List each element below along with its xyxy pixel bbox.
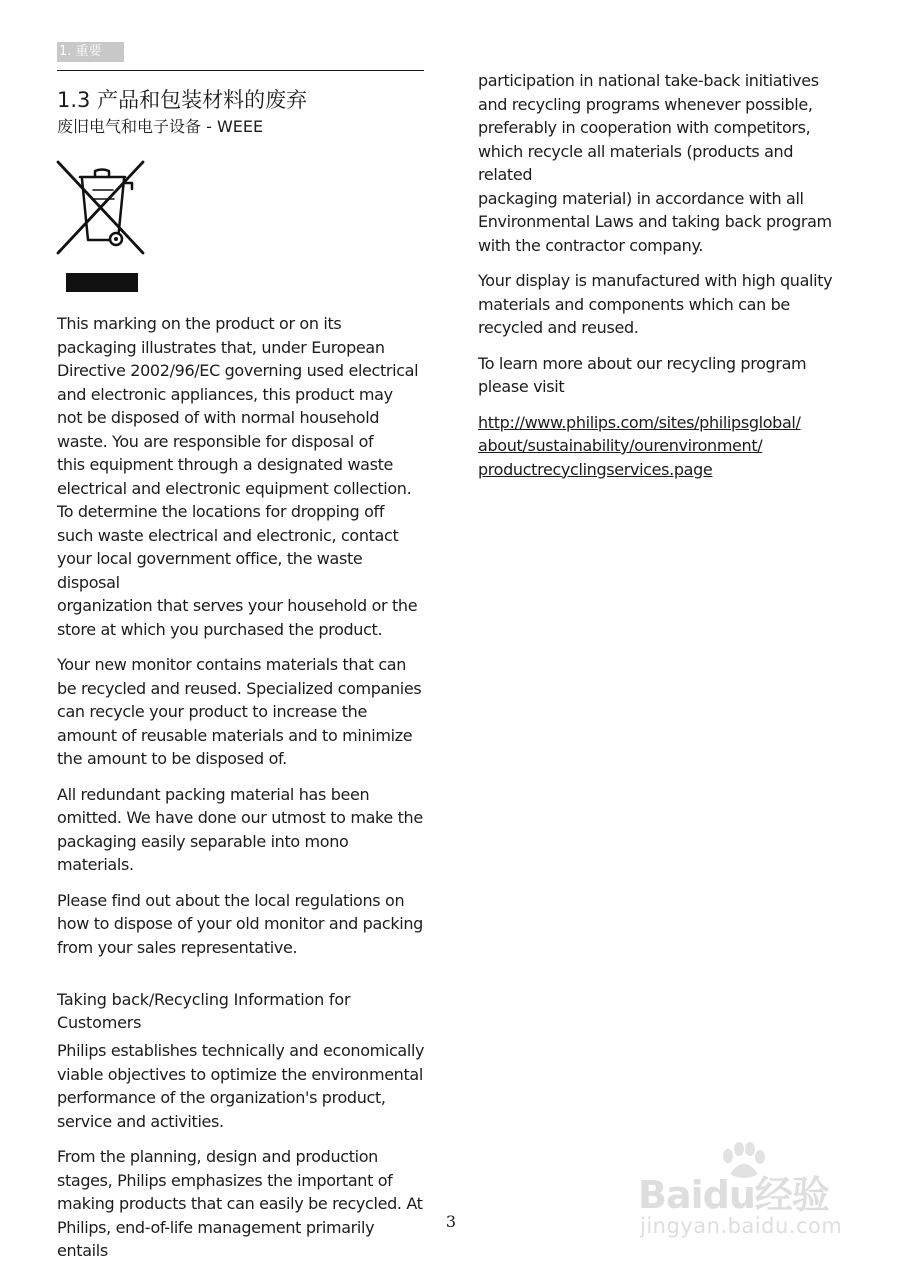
takeback-paragraph: participation in national take-back initiatives and recycling programs whenever possible, preferably in cooperation with competitors, which recycle all materials (products and related packaging material) in accordance with all Environmental Laws and taking back program with the contractor company.: [478, 71, 832, 255]
right-column: [478, 69, 850, 493]
left-column: [57, 312, 429, 1275]
baidu-watermark: [638, 1142, 860, 1252]
objectives-paragraph: Philips establishes technically and economically viable objectives to optimize the environmental performance of the organization's product, service and activities.: [57, 1041, 425, 1131]
quality-paragraph: Your display is manufactured with high quality materials and components which can be recycled and reused.: [478, 271, 833, 337]
watermark-url: jingyan.baidu.com: [640, 1214, 843, 1238]
chapter-tag: 1. 重要: [57, 42, 124, 62]
crossed-out-wheelie-bin-icon: [55, 157, 147, 257]
weee-date-bar: [66, 273, 138, 292]
weee-paragraph: This marking on the product or on its packaging illustrates that, under European Directive 2002/96/EC governing used electrical and electronic appliances, this product may not be disposed of with normal household waste. You are responsible for disposal of this equipment through a designated waste electrical and electronic equipment collection. To determine the locations for dropping off such waste electrical and electronic, contact your local government office, the waste disposal organization that serves your household or the store at which you purchased the product.: [57, 314, 419, 639]
learn-more-paragraph: To learn more about our recycling program please visit: [478, 353, 807, 396]
packing-paragraph: All redundant packing material has been omitted. We have done our utmost to make the packaging easily separable into mono materials.: [57, 784, 423, 874]
regulations-paragraph: Please find out about the local regulations on how to dispose of your old monitor and packing from your sales representative.: [57, 890, 423, 957]
section-title: 1.3 产品和包装材料的废弃: [57, 88, 308, 113]
weee-subheading: 废旧电气和电子设备 - WEEE: [57, 117, 264, 136]
recycling-heading: Taking back/Recycling Information for Customers: [57, 990, 351, 1032]
watermark-logo: Baidu经验: [638, 1173, 829, 1217]
section-divider: [57, 70, 424, 71]
materials-paragraph: Your new monitor contains materials that can be recycled and reused. Specialized companies can recycle your product to increase the amount of reusable materials and to minimize the amount to be disposed of.: [57, 655, 422, 768]
planning-paragraph: From the planning, design and production stages, Philips emphasizes the important of making products that can easily be recycled. At Philips, end-of-life management primarily entails: [57, 1147, 423, 1260]
page-number: 3: [445, 1212, 457, 1231]
recycling-services-link[interactable]: http://www.philips.com/sites/philipsglobal/ about/sustainability/ourenvironment/ productrecyclingservices.page: [478, 412, 801, 479]
